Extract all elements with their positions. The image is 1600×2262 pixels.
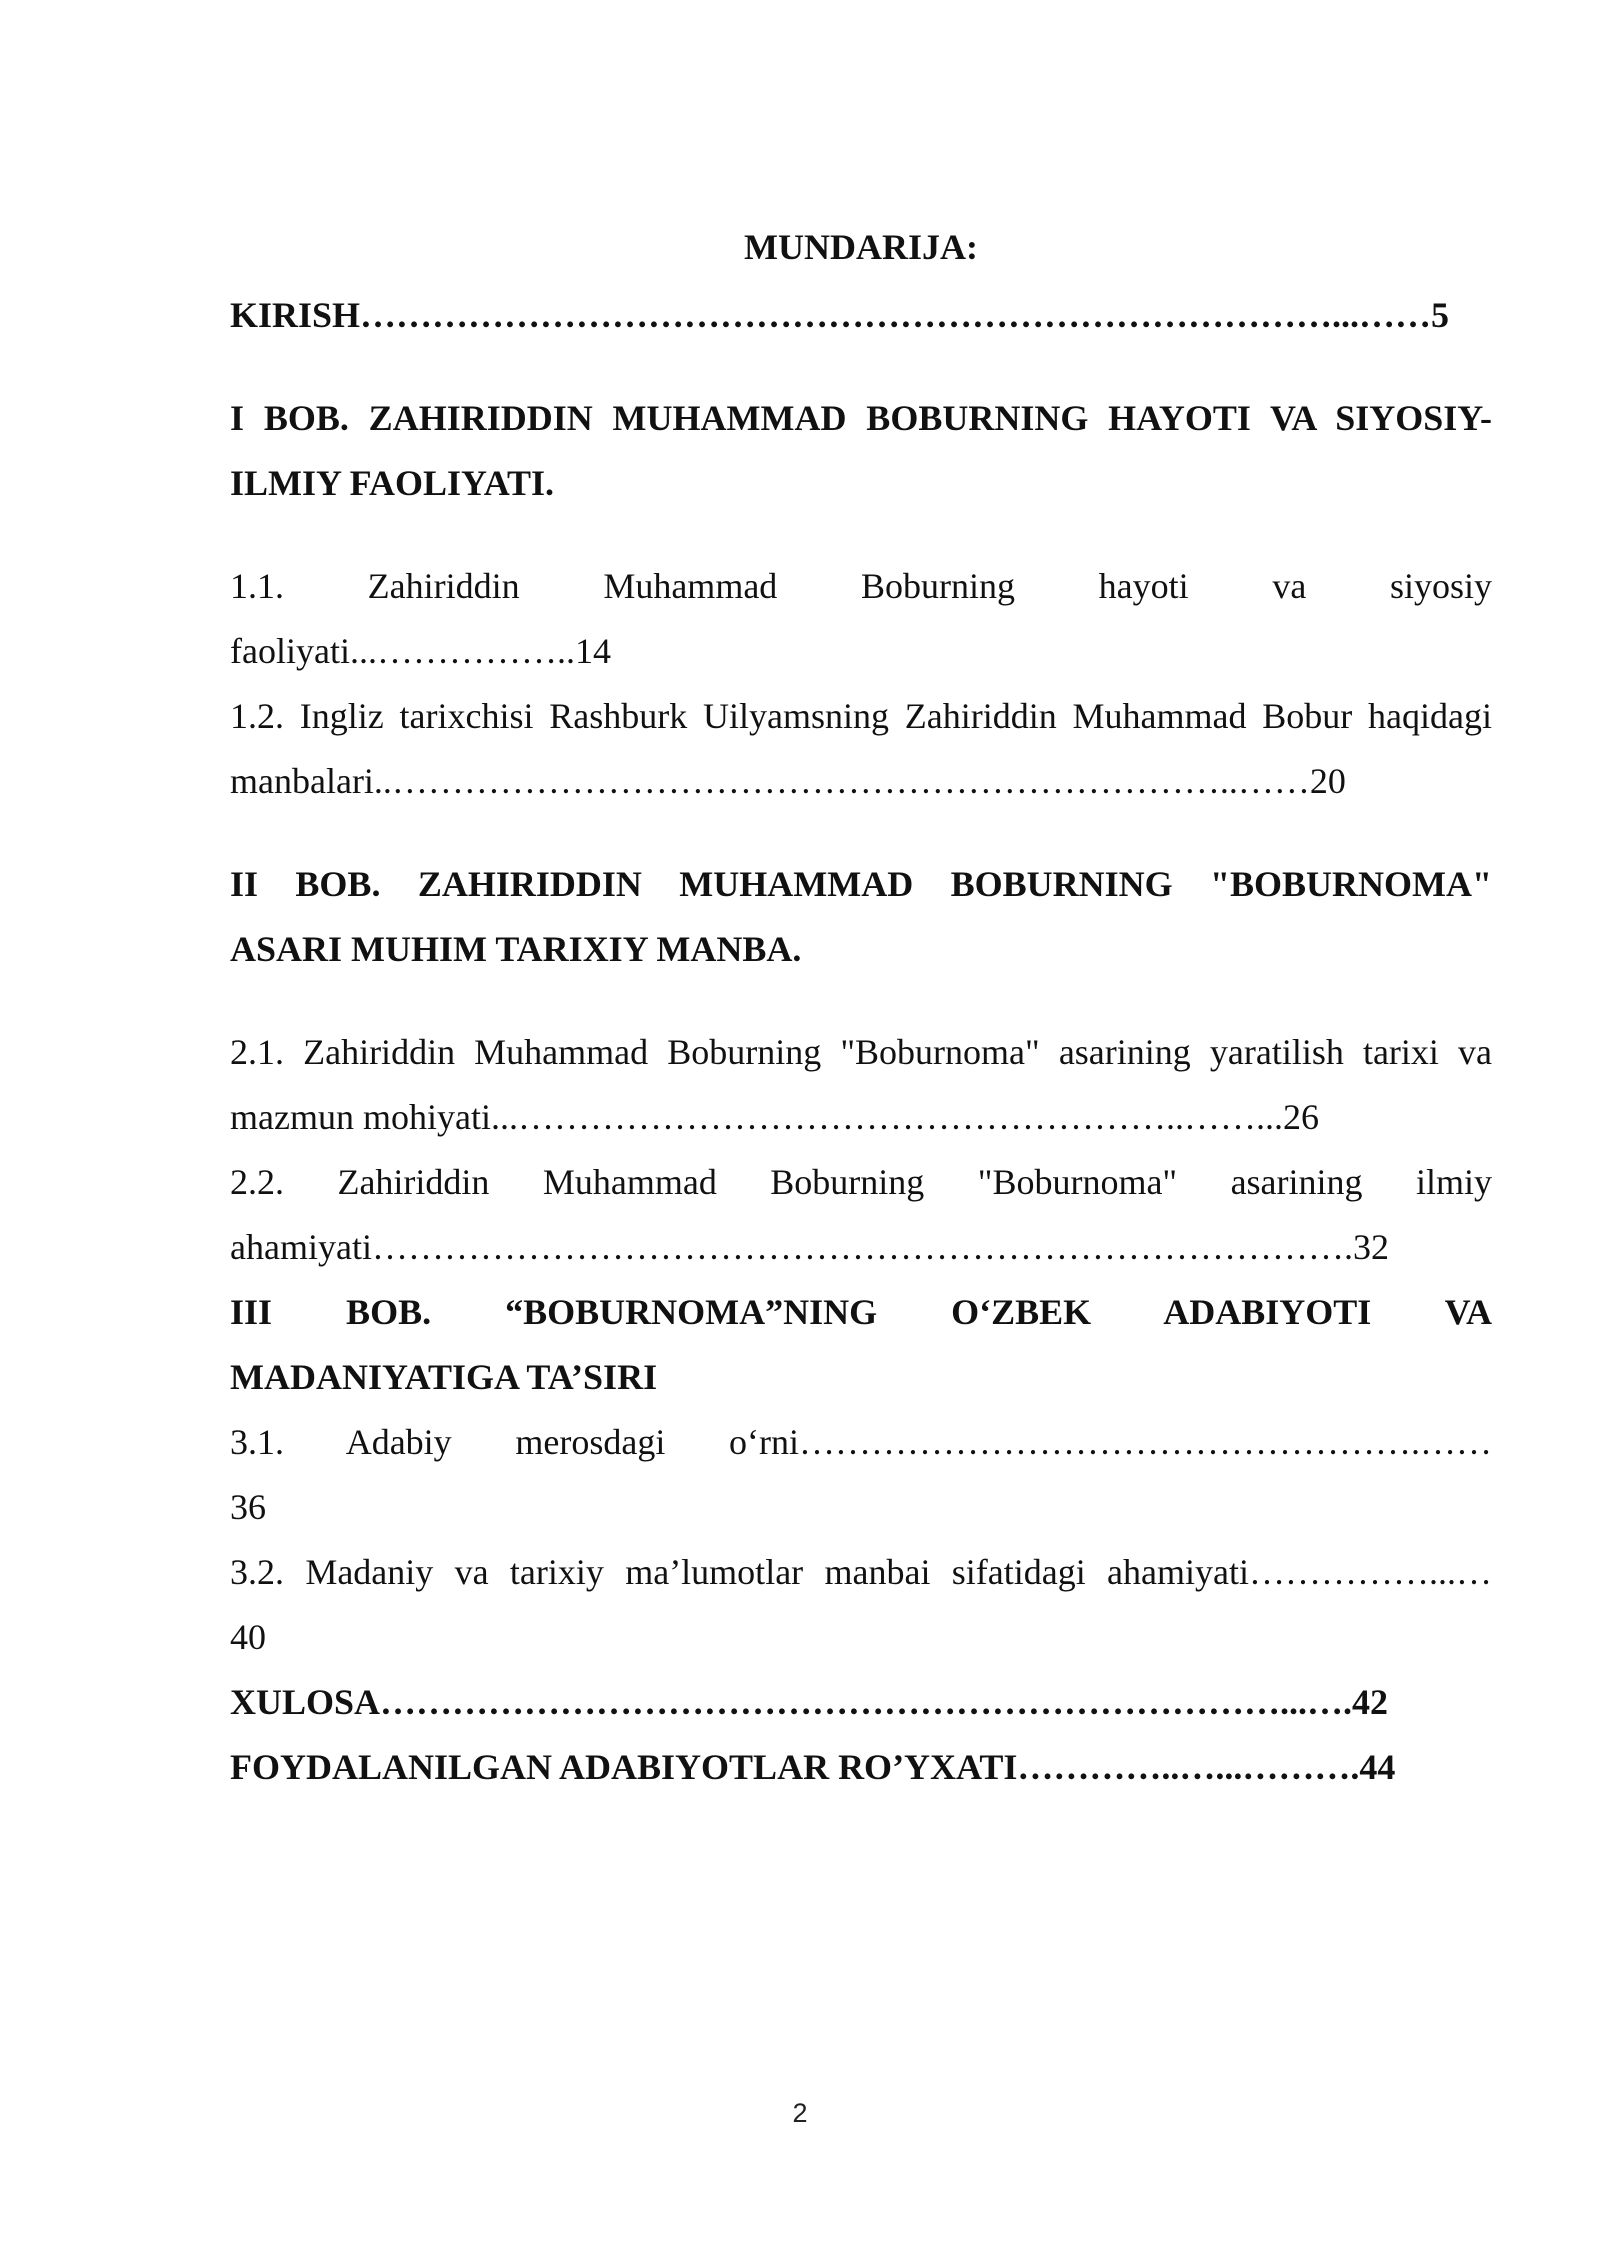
toc-entry-xulosa: XULOSA…………………………………………………………………...….42 xyxy=(230,1682,1389,1722)
toc-chapter-3 xyxy=(230,1280,1492,1410)
toc-entry-foydalanilgan-adabiyotlar: FOYDALANILGAN ADABIYOTLAR RO’YXATI…………..…...……….44 xyxy=(230,1747,1396,1787)
toc-section-2-2 xyxy=(230,1150,1492,1280)
toc-chapter-1 xyxy=(230,386,1492,516)
page-number: 2 xyxy=(792,2098,808,2128)
section-2-1-line-2: mazmun mohiyati...………………………………………………..……...26 xyxy=(230,1097,1319,1137)
section-2-2-line-1: 2.2. Zahiriddin Muhammad Boburning "Boburnoma" asarining ilmiy xyxy=(230,1162,1492,1202)
section-1-2-line-1: 1.2. Ingliz tarixchisi Rashburk Uilyamsning Zahiriddin Muhammad Bobur haqidagi xyxy=(230,696,1492,736)
chapter-3-title-line-2: MADANIYATIGA TA’SIRI xyxy=(230,1357,658,1397)
section-3-2-line-2: 40 xyxy=(230,1617,266,1657)
chapter-2-title-line-1: II BOB. ZAHIRIDDIN MUHAMMAD BOBURNING "BOBURNOMA" xyxy=(230,864,1492,904)
toc-title: MUNDARIJA: xyxy=(744,227,978,267)
toc-section-2-1 xyxy=(230,1020,1492,1150)
chapter-1-title-line-1: I BOB. ZAHIRIDDIN MUHAMMAD BOBURNING HAYOTI VA SIYOSIY- xyxy=(230,398,1492,438)
section-1-1-line-1: 1.1. Zahiriddin Muhammad Boburning hayoti va siyosiy xyxy=(230,566,1492,606)
toc-entry-kirish: KIRISH………………………………………………………………………...……5 xyxy=(230,295,1450,335)
chapter-2-title-line-2: ASARI MUHIM TARIXIY MANBA. xyxy=(230,929,802,969)
toc-chapter-2 xyxy=(230,852,1492,982)
section-2-2-line-2: ahamiyati……………………………………………………………………….32 xyxy=(230,1227,1389,1267)
section-3-1-line-1: 3.1. Adabiy merosdagi o‘rni…………………………………………….…… xyxy=(230,1422,1492,1462)
section-1-1-line-2: faoliyati...……………..14 xyxy=(230,631,611,671)
section-3-2-line-1: 3.2. Madaniy va tarixiy ma’lumotlar manbai sifatidagi ahamiyati……………...… xyxy=(230,1552,1492,1592)
section-2-1-line-1: 2.1. Zahiriddin Muhammad Boburning "Boburnoma" asarining yaratilish tarixi va xyxy=(230,1032,1492,1072)
toc-section-1-1 xyxy=(230,554,1492,684)
table-of-contents xyxy=(230,215,1492,1800)
section-1-2-line-2: manbalari..……………………………………………………………..……20 xyxy=(230,761,1346,801)
section-3-1-line-2: 36 xyxy=(230,1487,266,1527)
toc-section-3-1 xyxy=(230,1410,1492,1540)
chapter-3-title-line-1: III BOB. “BOBURNOMA”NING O‘ZBEK ADABIYOTI VA xyxy=(230,1292,1492,1332)
chapter-1-title-line-2: ILMIY FAOLIYATI. xyxy=(230,463,555,503)
toc-section-3-2 xyxy=(230,1540,1492,1670)
toc-section-1-2 xyxy=(230,684,1492,814)
